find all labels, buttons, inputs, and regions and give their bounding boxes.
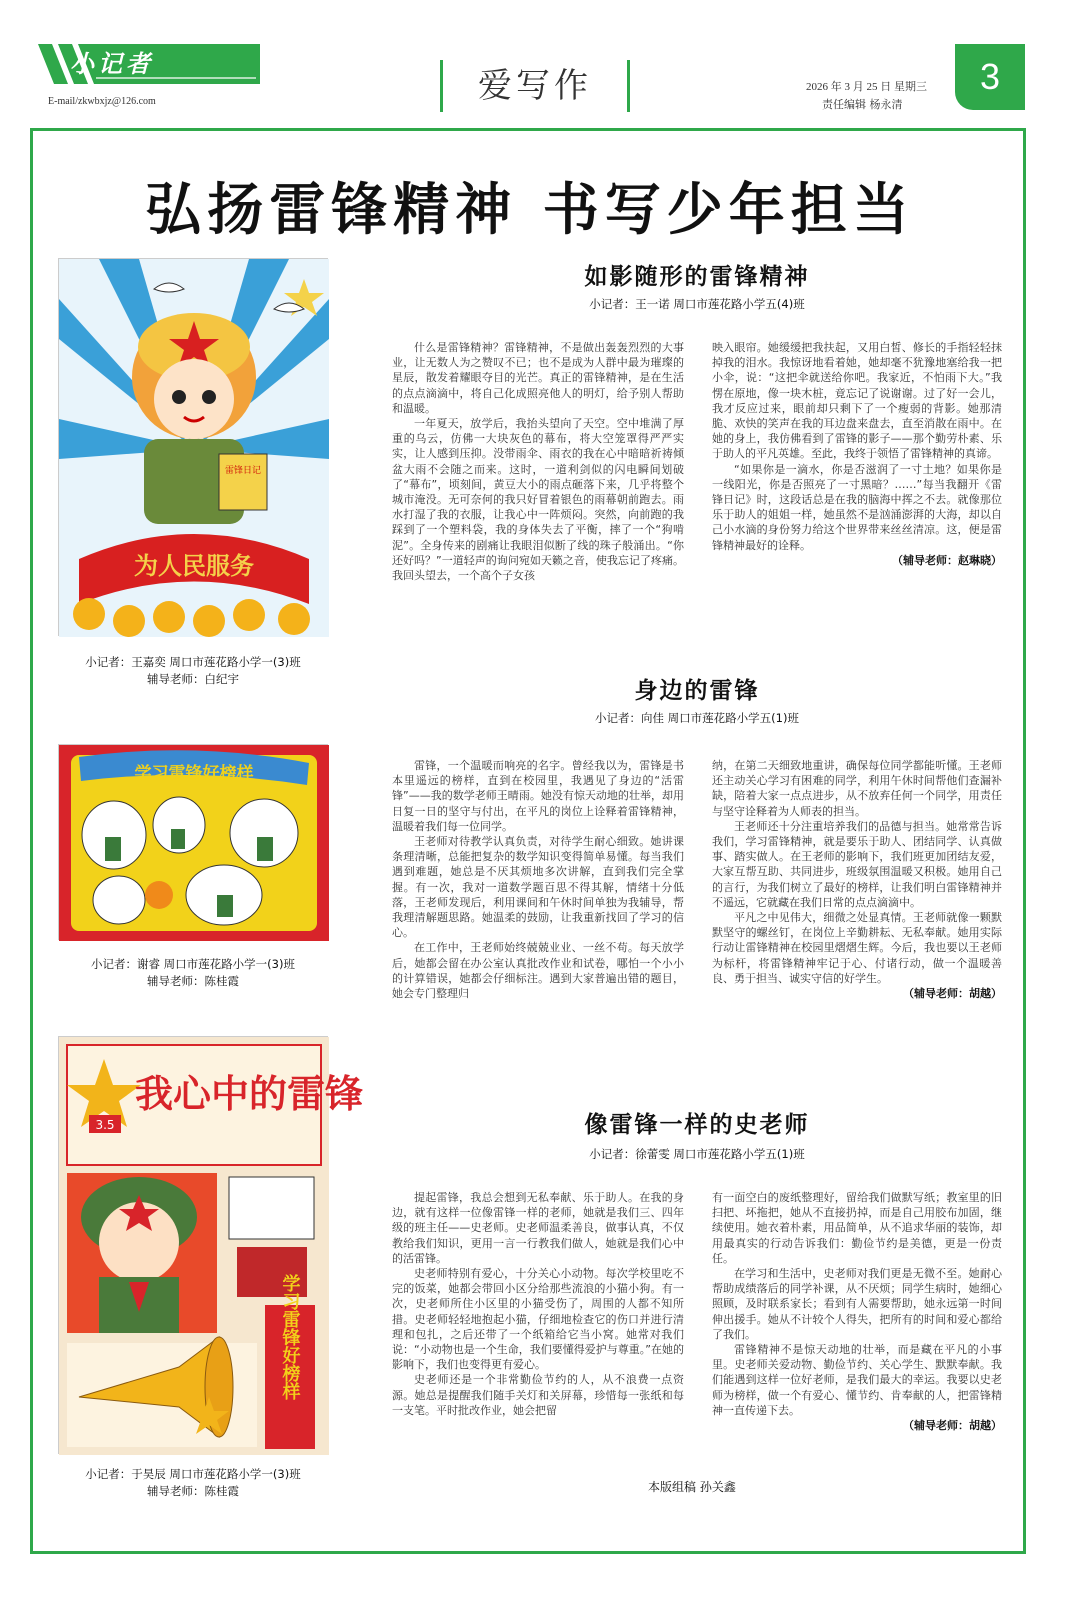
page-headline: 弘扬雷锋精神 书写少年担当 xyxy=(145,178,915,243)
issue-date: 2026 年 3 月 25 日 星期三 xyxy=(806,81,927,93)
paragraph: 雷锋，一个温暖而响亮的名字。曾经我以为，雷锋是书本里遥远的榜样，直到在校园里，我遇见了身边的“活雷锋”——我的数学老师王晴雨。她没有惊天动地的壮举，却用日复一日的坚守与付出，在平凡的岗位上诠释着雷锋精神，温暖着我们每一位同学。 xyxy=(392,759,684,833)
article-1-teacher: （辅导老师：赵琳晓） xyxy=(892,553,1002,567)
article-2-col-1 xyxy=(392,758,684,1001)
paragraph: 王老师还十分注重培养我们的品德与担当。她常常告诉我们，学习雷锋精神，就是要乐于助人、团结同学、认真做事、踏实做人。在王老师的影响下，我们班更加团结友爱，大家互帮互助、共同进步，班级氛围温暖又积极。她用自己的言行，为我们树立了最好的榜样，让我们明白雷锋精神并不遥远，它就藏在我们日常的点点滴滴中。 xyxy=(712,819,1002,909)
article-2-byline: 小记者：向佳 周口市莲花路小学五(1)班 xyxy=(595,711,799,725)
artwork-1-teacher: 辅导老师：白纪宇 xyxy=(147,672,239,686)
paragraph: 平凡之中见伟大，细微之处显真情。王老师就像一颗默默坚守的螺丝钉，在岗位上辛勤耕耘、无私奉献。她用实际行动让雷锋精神在校园里熠熠生辉。今后，我也要以王老师为标杆，将雷锋精神牢记于心、付诸行动，做一个温暖善良、勇于担当、诚实守信的好学生。 xyxy=(712,911,1002,985)
artwork-3-teacher: 辅导老师：陈桂霞 xyxy=(147,1484,239,1498)
article-2-col-2 xyxy=(712,758,1002,1001)
paragraph: 在工作中，王老师始终兢兢业业、一丝不苟。每天放学后，她都会留在办公室认真批改作业和试卷，哪怕一个小小的计算错误，她都会仔细标注。遇到大家普遍出错的题目，她会专门整理归 xyxy=(392,941,684,1001)
article-3-title: 像雷锋一样的史老师 xyxy=(584,1112,810,1138)
section-title: 爱写作 xyxy=(478,66,592,106)
paragraph: 一年夏天，放学后，我抬头望向了天空。空中堆满了厚重的乌云，仿佛一大块灰色的幕布，将大空笼罩得严严实实，让人感到压抑。没带雨伞、雨衣的我在心中暗暗祈祷倾盆大雨不会随之而来。这时，一道利剑似的闪电瞬间划破了“幕布”，顷刻间，黄豆大小的雨点砸落下来，几乎将整个城市淹没。无可奈何的我只好冒着银色的雨幕朝前跑去。雨水打湿了我的衣服，让我心中一阵烦闷。突然，向前跑的我踩到了一个塑料袋，我的身体失去了平衡，摔了一个“狗啃泥”。全身传来的剧痛让我眼泪似断了线的珠子般涌出。“你还好吗？”一道轻声的询问宛如天籁之音，使我忘记了疼痛。我回头望去，一个高个子女孩 xyxy=(392,417,684,583)
paragraph: 提起雷锋，我总会想到无私奉献、乐于助人。在我的身边，就有这样一位像雷锋一样的老师，她就是我们三、四年级的班主任——史老师。史老师温柔善良，做事认真，不仅教给我们知识，更用一言一行教我们做人，她就是我们心中的活雷锋。 xyxy=(392,1191,684,1265)
paragraph: 王老师对待教学认真负责，对待学生耐心细致。她讲课条理清晰，总能把复杂的数学知识变得简单易懂。每当我们遇到难题，她总是不厌其烦地多次讲解，直到我们完全掌握。有一次，我对一道数学题百思不得其解，情绪十分低落，王老师发现后，利用课间和午休时间单独为我辅导，帮我理清解题思路。她温柔的鼓励，让我重新找回了学习的信心。 xyxy=(392,835,684,940)
email: E-mail/zkwbxjz@126.com xyxy=(48,96,156,107)
responsible-editor: 责任编辑 杨永清 xyxy=(822,98,903,111)
page-number: 3 xyxy=(955,44,1025,110)
artwork-3 xyxy=(58,1036,364,1454)
article-1-col-1 xyxy=(392,340,684,583)
article-1-byline: 小记者：王一诺 周口市莲花路小学五(4)班 xyxy=(589,297,805,311)
art3-title: 我心中的雷锋 xyxy=(134,1072,364,1116)
artwork-3-caption xyxy=(58,1466,328,1500)
artwork-2 xyxy=(58,744,328,940)
paragraph: 有一面空白的废纸整理好，留给我们做默写纸；教室里的旧扫把、坏拖把，她从不直接扔掉，而是自己用胶布加固，继续使用。她衣着朴素，用品简单，从不追求华丽的装饰，却用最真实的行动告诉我们：勤俭节约是美德，更是一份责任。 xyxy=(712,1191,1002,1265)
page-credit: 本版组稿 孙关鑫 xyxy=(648,1480,736,1494)
paragraph: 在学习和生活中，史老师对我们更是无微不至。她耐心帮助成绩落后的同学补课，从不厌烦；同学生病时，她细心照顾，及时联系家长；看到有人需要帮助，她永远第一时间伸出援手。她从不计较个人得失，把所有的时间和爱心都给了我们。 xyxy=(712,1267,1002,1341)
paragraph: 史老师还是一个非常勤俭节约的人，从不浪费一点资源。她总是提醒我们随手关灯和关屏幕，珍惜每一张纸和每一支笔。平时批改作业，她会把留 xyxy=(392,1373,684,1417)
artwork-1-author: 小记者：王嘉奕 周口市莲花路小学一(3)班 xyxy=(85,655,301,669)
article-3-byline: 小记者：徐蕾雯 周口市莲花路小学五(1)班 xyxy=(589,1147,805,1161)
article-2-teacher: （辅导老师：胡越） xyxy=(903,987,1002,1001)
article-3-col-2 xyxy=(712,1190,1002,1433)
art1-banner: 为人民服务 xyxy=(134,552,254,580)
paragraph: “如果你是一滴水，你是否滋润了一寸土地？如果你是一线阳光，你是否照亮了一寸黑暗？……”每当我翻开《雷锋日记》时，这段话总是在我的脑海中挥之不去。就像那位乐于助人的姐姐一样，她虽然不是汹涌澎湃的大海，却以自己小水滴的身份努力给这个世界带来丝丝清凉。这，便是雷锋精神最好的诠释。 xyxy=(712,462,1002,552)
article-3-teacher: （辅导老师：胡越） xyxy=(903,1419,1002,1433)
article-2-title: 身边的雷锋 xyxy=(634,678,760,704)
paragraph: 史老师特别有爱心，十分关心小动物。每次学校里吃不完的饭菜，她都会带回小区分给那些流浪的小猫小狗。有一次，史老师所住小区里的小猫受伤了，周围的人都不知所措。史老师轻轻地抱起小猫，仔细地检查它的伤口并进行清理和包扎，之后还带了一个纸箱给它当小窝。她常对我们说：“小动物也是一个生命，我们要懂得爱护与尊重。”在她的影响下，我们也变得更有爱心。 xyxy=(392,1267,684,1372)
diary-label: 雷锋日记 xyxy=(224,466,262,476)
article-1-title: 如影随形的雷锋精神 xyxy=(584,264,810,290)
art2-banner: 学习雷锋好榜样 xyxy=(134,764,254,784)
paragraph: 纳，在第二天细致地重讲，确保每位同学都能听懂。王老师还主动关心学习有困难的同学，利用午休时间帮他们查漏补缺，陪着大家一点点进步，从不放弃任何一个同学，用责任与坚守诠释着为人师表的担当。 xyxy=(712,759,1002,818)
artwork-1 xyxy=(58,258,328,636)
artwork-3-author: 小记者：于昊辰 周口市莲花路小学一(3)班 xyxy=(85,1467,301,1481)
artwork-1-caption xyxy=(58,654,328,688)
art3-side: 学习雷锋好榜样 xyxy=(279,1274,301,1400)
section-box xyxy=(440,60,630,112)
artwork-2-caption xyxy=(58,956,328,990)
art3-badge: 3.5 xyxy=(95,1118,115,1132)
masthead xyxy=(0,0,1080,130)
artwork-2-author: 小记者：谢睿 周口市莲花路小学一(3)班 xyxy=(91,957,295,971)
paragraph: 映入眼帘。她缓缓把我扶起，又用白皙、修长的手指轻轻抹掉我的泪水。我惊讶地看着她，她却毫不犹豫地塞给我一把小伞，说：“这把伞就送给你吧。我家近，不怕雨下大。”我愣在原地，像一块木桩，竟忘记了说谢谢。过了好一会儿，我才反应过来，眼前却只剩下了一个瘦弱的背影。她那清脆、欢快的笑声在我的耳边盘来盘去，直至消散在雨中。在她的身上，我仿佛看到了雷锋的影子——那个勤劳朴素、乐于助人的平凡英雄。至此，我终于领悟了雷锋精神的真谛。 xyxy=(712,341,1002,461)
brand-name: 小记者 xyxy=(70,49,154,78)
paragraph: 什么是雷锋精神？雷锋精神，不是做出轰轰烈烈的大事业，让无数人为之赞叹不已；也不是成为人群中最为璀璨的星辰，散发着耀眼夺目的光芒。真正的雷锋精神，是在生活的点点滴滴中，将自己化成照亮他人的明灯，给予别人帮助和温暖。 xyxy=(392,341,684,415)
artwork-2-teacher: 辅导老师：陈桂霞 xyxy=(147,974,239,988)
paragraph: 雷锋精神不是惊天动地的壮举，而是藏在平凡的小事里。史老师关爱动物、勤俭节约、关心学生、默默奉献。我们能遇到这样一位好老师，是我们最大的幸运。我要以史老师为榜样，做一个有爱心、懂节约、肯奉献的人，把雷锋精神一直传递下去。 xyxy=(712,1343,1002,1417)
article-1-col-2 xyxy=(712,340,1002,568)
article-3-col-1 xyxy=(392,1190,684,1418)
